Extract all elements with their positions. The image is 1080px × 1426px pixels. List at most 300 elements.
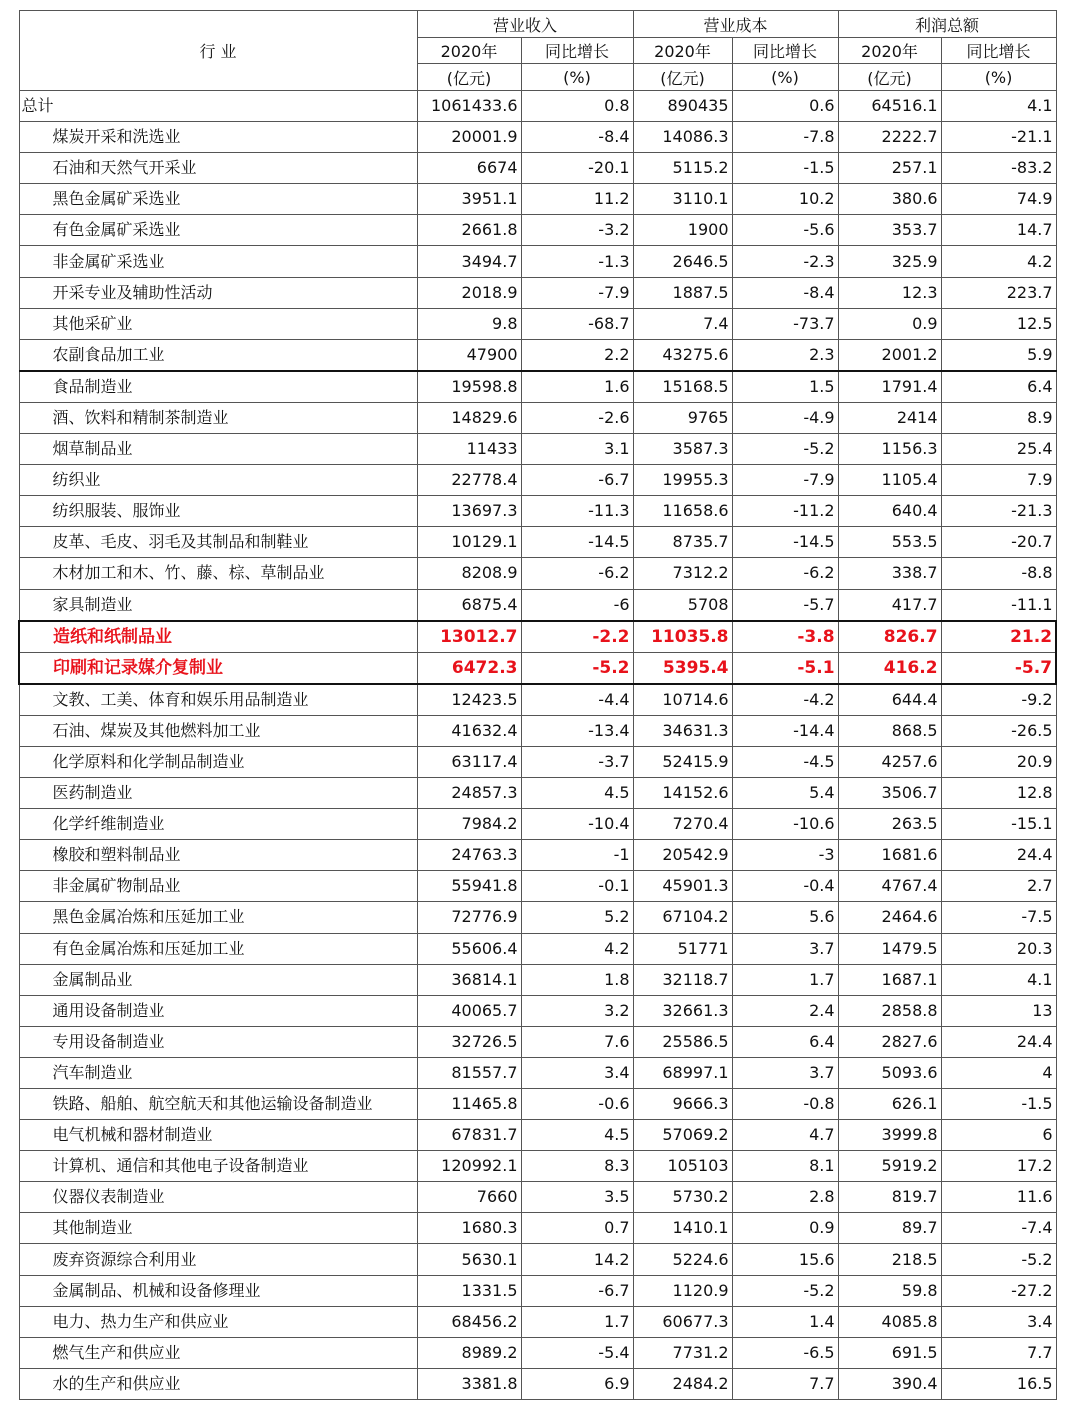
revenue-growth-cell: -8.4 bbox=[521, 122, 633, 153]
profit-value-cell: 338.7 bbox=[838, 558, 941, 589]
cost-growth-cell: -7.8 bbox=[732, 122, 838, 153]
revenue-value-cell: 5630.1 bbox=[417, 1244, 521, 1275]
revenue-value-cell: 40065.7 bbox=[417, 995, 521, 1026]
profit-growth-cell: 8.9 bbox=[941, 402, 1056, 433]
revenue-value-cell: 63117.4 bbox=[417, 746, 521, 777]
profit-growth-cell: -83.2 bbox=[941, 153, 1056, 184]
revenue-value-cell: 8208.9 bbox=[417, 558, 521, 589]
cost-value-cell: 2646.5 bbox=[633, 246, 732, 277]
revenue-growth-cell: 1.8 bbox=[521, 964, 633, 995]
profit-growth-cell: 4 bbox=[941, 1057, 1056, 1088]
profit-value-cell: 553.5 bbox=[838, 527, 941, 558]
profit-value-cell: 263.5 bbox=[838, 809, 941, 840]
cost-growth-cell: -0.4 bbox=[732, 871, 838, 902]
profit-value-cell: 1791.4 bbox=[838, 371, 941, 403]
industry-name-cell: 医药制造业 bbox=[19, 778, 417, 809]
table-row bbox=[19, 1057, 1056, 1088]
revenue-value-cell: 10129.1 bbox=[417, 527, 521, 558]
revenue-growth-cell: -2.6 bbox=[521, 402, 633, 433]
cost-value-cell: 19955.3 bbox=[633, 465, 732, 496]
table-row bbox=[19, 995, 1056, 1026]
revenue-value-cell: 19598.8 bbox=[417, 371, 521, 403]
profit-growth-header: 同比增长 bbox=[941, 38, 1056, 64]
table-row bbox=[19, 1089, 1056, 1120]
revenue-value-cell: 6472.3 bbox=[417, 652, 521, 684]
profit-growth-cell: 12.5 bbox=[941, 308, 1056, 339]
cost-growth-cell: -3 bbox=[732, 840, 838, 871]
revenue-growth-cell: -3.2 bbox=[521, 215, 633, 246]
cost-value-cell: 57069.2 bbox=[633, 1120, 732, 1151]
industry-name-cell: 其他采矿业 bbox=[19, 308, 417, 339]
industry-name-cell: 石油、煤炭及其他燃料加工业 bbox=[19, 715, 417, 746]
profit-growth-cell: -20.7 bbox=[941, 527, 1056, 558]
profit-value-cell: 416.2 bbox=[838, 652, 941, 684]
cost-growth-cell: 5.4 bbox=[732, 778, 838, 809]
profit-growth-cell: 3.4 bbox=[941, 1306, 1056, 1337]
profit-value-cell: 417.7 bbox=[838, 589, 941, 621]
profit-value-cell: 353.7 bbox=[838, 215, 941, 246]
cost-growth-cell: 2.4 bbox=[732, 995, 838, 1026]
revenue-growth-cell: 7.6 bbox=[521, 1026, 633, 1057]
cost-growth-cell: -5.7 bbox=[732, 589, 838, 621]
industry-name-cell: 铁路、船舶、航空航天和其他运输设备制造业 bbox=[19, 1089, 417, 1120]
cost-value-cell: 9666.3 bbox=[633, 1089, 732, 1120]
profit-growth-cell: 4.1 bbox=[941, 91, 1056, 122]
cost-growth-cell: 3.7 bbox=[732, 1057, 838, 1088]
industry-name-cell: 非金属矿物制品业 bbox=[19, 871, 417, 902]
revenue-group-header: 营业收入 bbox=[417, 11, 633, 38]
cost-growth-cell: -5.6 bbox=[732, 215, 838, 246]
revenue-growth-cell: -1.3 bbox=[521, 246, 633, 277]
revenue-growth-cell: -5.2 bbox=[521, 652, 633, 684]
profit-growth-cell: -8.8 bbox=[941, 558, 1056, 589]
profit-value-cell: 325.9 bbox=[838, 246, 941, 277]
revenue-growth-cell: -4.4 bbox=[521, 684, 633, 716]
profit-growth-cell: -5.2 bbox=[941, 1244, 1056, 1275]
cost-value-cell: 68997.1 bbox=[633, 1057, 732, 1088]
cost-growth-cell: -2.3 bbox=[732, 246, 838, 277]
revenue-value-cell: 6674 bbox=[417, 153, 521, 184]
cost-value-cell: 5115.2 bbox=[633, 153, 732, 184]
revenue-value-cell: 120992.1 bbox=[417, 1151, 521, 1182]
industry-name-cell: 化学纤维制造业 bbox=[19, 809, 417, 840]
industry-name-cell: 橡胶和塑料制品业 bbox=[19, 840, 417, 871]
profit-value-cell: 1105.4 bbox=[838, 465, 941, 496]
revenue-growth-cell: 3.4 bbox=[521, 1057, 633, 1088]
profit-growth-cell: 6 bbox=[941, 1120, 1056, 1151]
cost-growth-cell: 6.4 bbox=[732, 1026, 838, 1057]
cost-growth-header: 同比增长 bbox=[732, 38, 838, 64]
cost-growth-cell: -5.2 bbox=[732, 434, 838, 465]
profit-growth-cell: 4.2 bbox=[941, 246, 1056, 277]
profit-growth-cell: 4.1 bbox=[941, 964, 1056, 995]
cost-growth-cell: 3.7 bbox=[732, 933, 838, 964]
revenue-growth-cell: -68.7 bbox=[521, 308, 633, 339]
industry-name-cell: 燃气生产和供应业 bbox=[19, 1337, 417, 1368]
profit-growth-cell: -5.7 bbox=[941, 652, 1056, 684]
profit-value-cell: 819.7 bbox=[838, 1182, 941, 1213]
revenue-growth-cell: 4.2 bbox=[521, 933, 633, 964]
profit-value-cell: 826.7 bbox=[838, 621, 941, 653]
industry-name-cell: 汽车制造业 bbox=[19, 1057, 417, 1088]
cost-growth-cell: -1.5 bbox=[732, 153, 838, 184]
profit-value-cell: 868.5 bbox=[838, 715, 941, 746]
cost-group-header: 营业成本 bbox=[633, 11, 838, 38]
industry-name-cell: 纺织业 bbox=[19, 465, 417, 496]
cost-growth-cell: -5.1 bbox=[732, 652, 838, 684]
revenue-value-cell: 55606.4 bbox=[417, 933, 521, 964]
revenue-growth-cell: -6.7 bbox=[521, 1275, 633, 1306]
table-row bbox=[19, 465, 1056, 496]
revenue-value-cell: 24763.3 bbox=[417, 840, 521, 871]
profit-growth-cell: 16.5 bbox=[941, 1368, 1056, 1399]
revenue-growth-cell: -0.6 bbox=[521, 1089, 633, 1120]
revenue-value-cell: 55941.8 bbox=[417, 871, 521, 902]
cost-growth-cell: -73.7 bbox=[732, 308, 838, 339]
revenue-growth-cell: 8.3 bbox=[521, 1151, 633, 1182]
revenue-growth-cell: -0.1 bbox=[521, 871, 633, 902]
profit-growth-cell: 17.2 bbox=[941, 1151, 1056, 1182]
industry-name-cell: 金属制品、机械和设备修理业 bbox=[19, 1275, 417, 1306]
profit-value-cell: 626.1 bbox=[838, 1089, 941, 1120]
profit-growth-cell: 20.9 bbox=[941, 746, 1056, 777]
industry-name-cell: 总计 bbox=[19, 91, 417, 122]
table-row bbox=[19, 684, 1056, 716]
industry-name-cell: 仪器仪表制造业 bbox=[19, 1182, 417, 1213]
revenue-growth-cell: -13.4 bbox=[521, 715, 633, 746]
industry-name-cell: 非金属矿采选业 bbox=[19, 246, 417, 277]
revenue-growth-cell: -3.7 bbox=[521, 746, 633, 777]
profit-value-cell: 640.4 bbox=[838, 496, 941, 527]
revenue-value-cell: 47900 bbox=[417, 339, 521, 371]
revenue-value-cell: 67831.7 bbox=[417, 1120, 521, 1151]
cost-growth-cell: 5.6 bbox=[732, 902, 838, 933]
cost-value-cell: 20542.9 bbox=[633, 840, 732, 871]
cost-value-cell: 7.4 bbox=[633, 308, 732, 339]
profit-growth-cell: 6.4 bbox=[941, 371, 1056, 403]
revenue-year-header: 2020年 bbox=[417, 38, 521, 64]
cost-value-cell: 3110.1 bbox=[633, 184, 732, 215]
profit-growth-cell: 13 bbox=[941, 995, 1056, 1026]
revenue-value-cell: 3381.8 bbox=[417, 1368, 521, 1399]
cost-value-cell: 32661.3 bbox=[633, 995, 732, 1026]
table-row bbox=[19, 434, 1056, 465]
profit-growth-cell: 24.4 bbox=[941, 840, 1056, 871]
revenue-value-cell: 1331.5 bbox=[417, 1275, 521, 1306]
table-row bbox=[19, 933, 1056, 964]
revenue-value-cell: 41632.4 bbox=[417, 715, 521, 746]
industry-name-cell: 专用设备制造业 bbox=[19, 1026, 417, 1057]
revenue-value-cell: 14829.6 bbox=[417, 402, 521, 433]
table-row bbox=[19, 1275, 1056, 1306]
table-row bbox=[19, 621, 1056, 653]
table-row bbox=[19, 184, 1056, 215]
cost-growth-cell: -5.2 bbox=[732, 1275, 838, 1306]
cost-growth-cell: -8.4 bbox=[732, 277, 838, 308]
profit-growth-cell: -21.3 bbox=[941, 496, 1056, 527]
revenue-value-cell: 20001.9 bbox=[417, 122, 521, 153]
cost-value-cell: 1120.9 bbox=[633, 1275, 732, 1306]
cost-growth-cell: 4.7 bbox=[732, 1120, 838, 1151]
cost-value-cell: 51771 bbox=[633, 933, 732, 964]
industry-name-cell: 开采专业及辅助性活动 bbox=[19, 277, 417, 308]
revenue-growth-cell: 4.5 bbox=[521, 778, 633, 809]
industry-statistics-sheet bbox=[18, 10, 1055, 1400]
industry-name-cell: 印刷和记录媒介复制业 bbox=[19, 652, 417, 684]
industry-name-cell: 通用设备制造业 bbox=[19, 995, 417, 1026]
revenue-growth-cell: 0.8 bbox=[521, 91, 633, 122]
cost-growth-cell: 15.6 bbox=[732, 1244, 838, 1275]
profit-year-header: 2020年 bbox=[838, 38, 941, 64]
revenue-value-cell: 2661.8 bbox=[417, 215, 521, 246]
industry-name-cell: 电力、热力生产和供应业 bbox=[19, 1306, 417, 1337]
industry-name-cell: 酒、饮料和精制茶制造业 bbox=[19, 402, 417, 433]
revenue-growth-cell: 14.2 bbox=[521, 1244, 633, 1275]
profit-growth-cell: 7.9 bbox=[941, 465, 1056, 496]
cost-value-cell: 8735.7 bbox=[633, 527, 732, 558]
profit-value-cell: 691.5 bbox=[838, 1337, 941, 1368]
table-row bbox=[19, 1026, 1056, 1057]
cost-growth-cell: -14.5 bbox=[732, 527, 838, 558]
industry-name-cell: 水的生产和供应业 bbox=[19, 1368, 417, 1399]
revenue-growth-cell: 2.2 bbox=[521, 339, 633, 371]
profit-value-cell: 3999.8 bbox=[838, 1120, 941, 1151]
cost-value-cell: 5708 bbox=[633, 589, 732, 621]
profit-year-unit: (亿元) bbox=[838, 64, 941, 91]
table-row bbox=[19, 153, 1056, 184]
industry-name-cell: 烟草制品业 bbox=[19, 434, 417, 465]
table-row bbox=[19, 589, 1056, 621]
cost-growth-unit: (%) bbox=[732, 64, 838, 91]
revenue-value-cell: 3494.7 bbox=[417, 246, 521, 277]
table-row bbox=[19, 902, 1056, 933]
revenue-growth-cell: -11.3 bbox=[521, 496, 633, 527]
revenue-growth-unit: (%) bbox=[521, 64, 633, 91]
profit-growth-cell: -11.1 bbox=[941, 589, 1056, 621]
revenue-value-cell: 13697.3 bbox=[417, 496, 521, 527]
profit-value-cell: 4767.4 bbox=[838, 871, 941, 902]
table-row bbox=[19, 778, 1056, 809]
cost-growth-cell: 1.4 bbox=[732, 1306, 838, 1337]
profit-growth-cell: -7.5 bbox=[941, 902, 1056, 933]
revenue-growth-cell: -6.2 bbox=[521, 558, 633, 589]
profit-value-cell: 59.8 bbox=[838, 1275, 941, 1306]
cost-value-cell: 67104.2 bbox=[633, 902, 732, 933]
profit-value-cell: 89.7 bbox=[838, 1213, 941, 1244]
revenue-value-cell: 32726.5 bbox=[417, 1026, 521, 1057]
industry-name-cell: 黑色金属矿采选业 bbox=[19, 184, 417, 215]
revenue-growth-cell: 6.9 bbox=[521, 1368, 633, 1399]
cost-value-cell: 5395.4 bbox=[633, 652, 732, 684]
cost-growth-cell: 8.1 bbox=[732, 1151, 838, 1182]
profit-growth-unit: (%) bbox=[941, 64, 1056, 91]
industry-name-cell: 计算机、通信和其他电子设备制造业 bbox=[19, 1151, 417, 1182]
revenue-growth-cell: -7.9 bbox=[521, 277, 633, 308]
profit-value-cell: 4085.8 bbox=[838, 1306, 941, 1337]
cost-growth-cell: -10.6 bbox=[732, 809, 838, 840]
industry-name-cell: 农副食品加工业 bbox=[19, 339, 417, 371]
profit-group-header: 利润总额 bbox=[838, 11, 1056, 38]
revenue-growth-cell: 5.2 bbox=[521, 902, 633, 933]
cost-growth-cell: 7.7 bbox=[732, 1368, 838, 1399]
table-row bbox=[19, 1368, 1056, 1399]
cost-growth-cell: -14.4 bbox=[732, 715, 838, 746]
profit-growth-cell: -9.2 bbox=[941, 684, 1056, 716]
revenue-value-cell: 13012.7 bbox=[417, 621, 521, 653]
profit-value-cell: 257.1 bbox=[838, 153, 941, 184]
table-row bbox=[19, 246, 1056, 277]
revenue-year-unit: (亿元) bbox=[417, 64, 521, 91]
cost-value-cell: 43275.6 bbox=[633, 339, 732, 371]
cost-value-cell: 2484.2 bbox=[633, 1368, 732, 1399]
cost-growth-cell: 1.5 bbox=[732, 371, 838, 403]
cost-growth-cell: 2.8 bbox=[732, 1182, 838, 1213]
profit-growth-cell: 223.7 bbox=[941, 277, 1056, 308]
cost-value-cell: 3587.3 bbox=[633, 434, 732, 465]
profit-growth-cell: -21.1 bbox=[941, 122, 1056, 153]
revenue-value-cell: 12423.5 bbox=[417, 684, 521, 716]
cost-value-cell: 45901.3 bbox=[633, 871, 732, 902]
industry-name-cell: 纺织服装、服饰业 bbox=[19, 496, 417, 527]
profit-value-cell: 390.4 bbox=[838, 1368, 941, 1399]
profit-value-cell: 4257.6 bbox=[838, 746, 941, 777]
cost-value-cell: 52415.9 bbox=[633, 746, 732, 777]
revenue-value-cell: 24857.3 bbox=[417, 778, 521, 809]
revenue-value-cell: 36814.1 bbox=[417, 964, 521, 995]
table-row bbox=[19, 1337, 1056, 1368]
cost-value-cell: 11035.8 bbox=[633, 621, 732, 653]
cost-growth-cell: -4.2 bbox=[732, 684, 838, 716]
table-row bbox=[19, 964, 1056, 995]
profit-value-cell: 2414 bbox=[838, 402, 941, 433]
industry-name-cell: 有色金属冶炼和压延加工业 bbox=[19, 933, 417, 964]
industry-name-cell: 电气机械和器材制造业 bbox=[19, 1120, 417, 1151]
revenue-value-cell: 6875.4 bbox=[417, 589, 521, 621]
revenue-growth-cell: -6.7 bbox=[521, 465, 633, 496]
profit-growth-cell: 25.4 bbox=[941, 434, 1056, 465]
profit-growth-cell: 11.6 bbox=[941, 1182, 1056, 1213]
revenue-value-cell: 72776.9 bbox=[417, 902, 521, 933]
profit-value-cell: 1681.6 bbox=[838, 840, 941, 871]
profit-value-cell: 1479.5 bbox=[838, 933, 941, 964]
cost-value-cell: 5224.6 bbox=[633, 1244, 732, 1275]
table-row bbox=[19, 496, 1056, 527]
profit-growth-cell: 7.7 bbox=[941, 1337, 1056, 1368]
profit-growth-cell: 74.9 bbox=[941, 184, 1056, 215]
cost-value-cell: 14152.6 bbox=[633, 778, 732, 809]
industry-name-cell: 造纸和纸制品业 bbox=[19, 621, 417, 653]
industry-name-cell: 黑色金属冶炼和压延加工业 bbox=[19, 902, 417, 933]
industry-name-cell: 废弃资源综合利用业 bbox=[19, 1244, 417, 1275]
table-row bbox=[19, 871, 1056, 902]
table-row bbox=[19, 1306, 1056, 1337]
revenue-growth-cell: -5.4 bbox=[521, 1337, 633, 1368]
cost-growth-cell: -6.2 bbox=[732, 558, 838, 589]
table-row bbox=[19, 652, 1056, 684]
revenue-growth-header: 同比增长 bbox=[521, 38, 633, 64]
industry-name-cell: 家具制造业 bbox=[19, 589, 417, 621]
revenue-growth-cell: -14.5 bbox=[521, 527, 633, 558]
table-header bbox=[19, 11, 1056, 91]
industry-name-cell: 文教、工美、体育和娱乐用品制造业 bbox=[19, 684, 417, 716]
cost-growth-cell: -0.8 bbox=[732, 1089, 838, 1120]
industry-table bbox=[18, 10, 1057, 1400]
cost-value-cell: 9765 bbox=[633, 402, 732, 433]
profit-growth-cell: -1.5 bbox=[941, 1089, 1056, 1120]
profit-growth-cell: 14.7 bbox=[941, 215, 1056, 246]
cost-growth-cell: -11.2 bbox=[732, 496, 838, 527]
profit-value-cell: 2858.8 bbox=[838, 995, 941, 1026]
cost-value-cell: 1887.5 bbox=[633, 277, 732, 308]
revenue-value-cell: 68456.2 bbox=[417, 1306, 521, 1337]
table-row bbox=[19, 558, 1056, 589]
profit-value-cell: 2464.6 bbox=[838, 902, 941, 933]
industry-name-cell: 化学原料和化学制品制造业 bbox=[19, 746, 417, 777]
cost-value-cell: 32118.7 bbox=[633, 964, 732, 995]
table-row bbox=[19, 1213, 1056, 1244]
table-row bbox=[19, 840, 1056, 871]
revenue-growth-cell: 4.5 bbox=[521, 1120, 633, 1151]
table-row bbox=[19, 527, 1056, 558]
revenue-value-cell: 8989.2 bbox=[417, 1337, 521, 1368]
revenue-value-cell: 11465.8 bbox=[417, 1089, 521, 1120]
revenue-value-cell: 1680.3 bbox=[417, 1213, 521, 1244]
industry-name-cell: 皮革、毛皮、羽毛及其制品和制鞋业 bbox=[19, 527, 417, 558]
revenue-value-cell: 3951.1 bbox=[417, 184, 521, 215]
revenue-growth-cell: 0.7 bbox=[521, 1213, 633, 1244]
cost-growth-cell: -7.9 bbox=[732, 465, 838, 496]
profit-value-cell: 64516.1 bbox=[838, 91, 941, 122]
profit-value-cell: 0.9 bbox=[838, 308, 941, 339]
revenue-growth-cell: -6 bbox=[521, 589, 633, 621]
cost-value-cell: 14086.3 bbox=[633, 122, 732, 153]
industry-name-cell: 煤炭开采和洗选业 bbox=[19, 122, 417, 153]
cost-growth-cell: -4.9 bbox=[732, 402, 838, 433]
profit-value-cell: 2222.7 bbox=[838, 122, 941, 153]
profit-growth-cell: -7.4 bbox=[941, 1213, 1056, 1244]
revenue-growth-cell: 3.1 bbox=[521, 434, 633, 465]
cost-growth-cell: 1.7 bbox=[732, 964, 838, 995]
profit-value-cell: 2827.6 bbox=[838, 1026, 941, 1057]
table-row bbox=[19, 1120, 1056, 1151]
cost-value-cell: 11658.6 bbox=[633, 496, 732, 527]
cost-growth-cell: 0.6 bbox=[732, 91, 838, 122]
table-row bbox=[19, 277, 1056, 308]
profit-value-cell: 380.6 bbox=[838, 184, 941, 215]
revenue-growth-cell: -1 bbox=[521, 840, 633, 871]
profit-growth-cell: 20.3 bbox=[941, 933, 1056, 964]
cost-value-cell: 1900 bbox=[633, 215, 732, 246]
revenue-value-cell: 7984.2 bbox=[417, 809, 521, 840]
table-row bbox=[19, 809, 1056, 840]
profit-growth-cell: -26.5 bbox=[941, 715, 1056, 746]
profit-growth-cell: 12.8 bbox=[941, 778, 1056, 809]
revenue-value-cell: 7660 bbox=[417, 1182, 521, 1213]
revenue-growth-cell: 11.2 bbox=[521, 184, 633, 215]
cost-value-cell: 1410.1 bbox=[633, 1213, 732, 1244]
cost-value-cell: 60677.3 bbox=[633, 1306, 732, 1337]
profit-value-cell: 218.5 bbox=[838, 1244, 941, 1275]
cost-value-cell: 890435 bbox=[633, 91, 732, 122]
profit-value-cell: 644.4 bbox=[838, 684, 941, 716]
cost-value-cell: 7731.2 bbox=[633, 1337, 732, 1368]
cost-growth-cell: 0.9 bbox=[732, 1213, 838, 1244]
cost-growth-cell: 10.2 bbox=[732, 184, 838, 215]
cost-value-cell: 34631.3 bbox=[633, 715, 732, 746]
table-row bbox=[19, 308, 1056, 339]
industry-column-header: 行 业 bbox=[19, 11, 417, 91]
table-row bbox=[19, 1244, 1056, 1275]
